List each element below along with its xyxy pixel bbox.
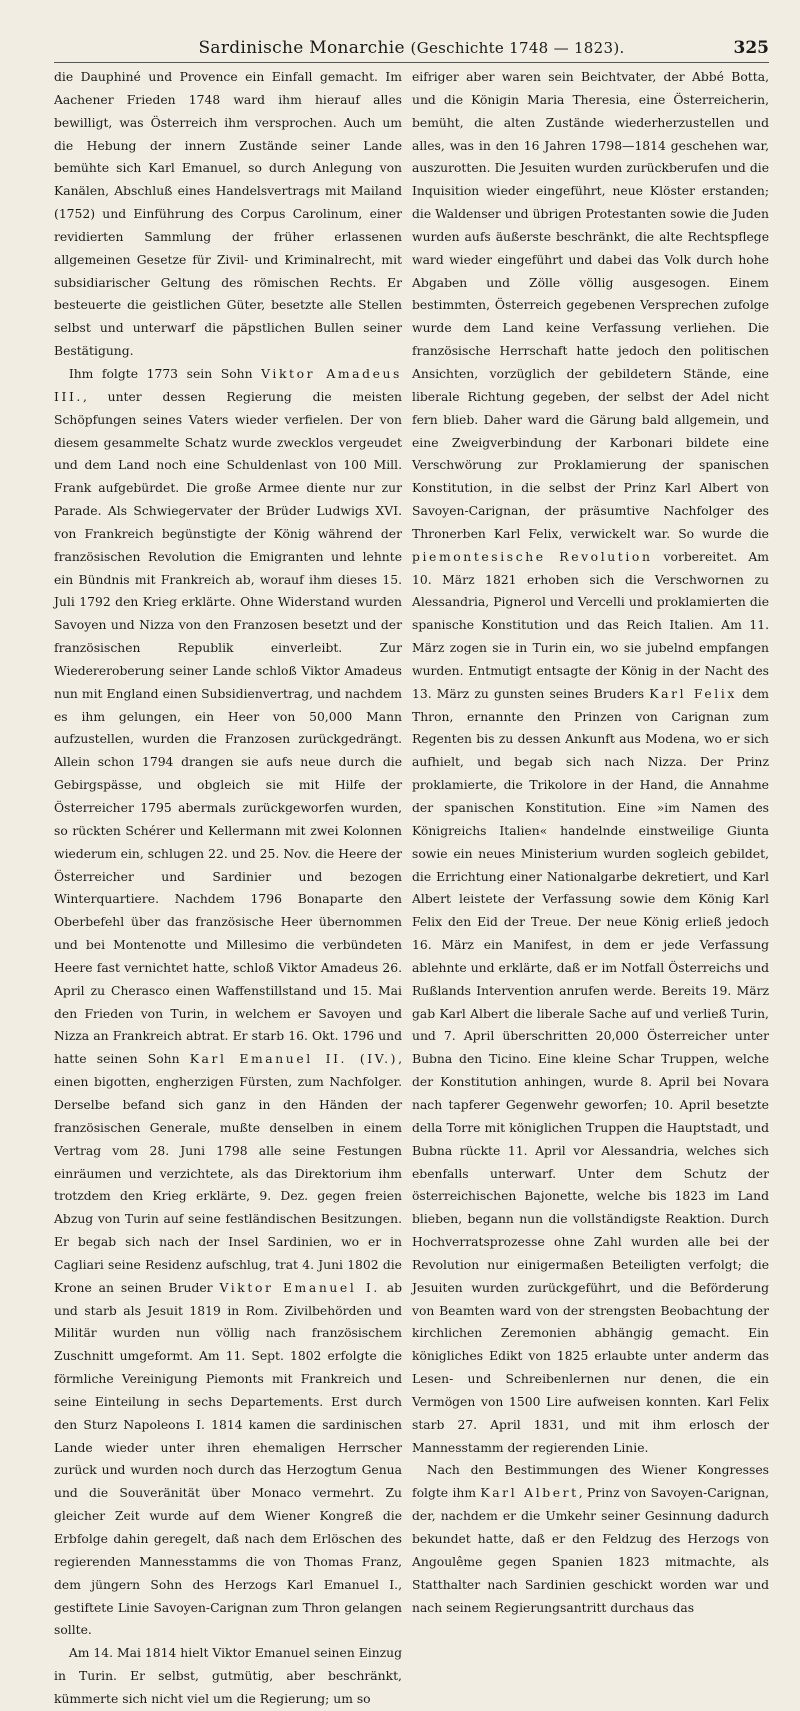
spaced-name: Karl Emanuel II. (IV.): [189, 1052, 399, 1067]
paragraph: [412, 1459, 769, 1619]
paragraph: [54, 363, 402, 1642]
text-run: dem Thron, ernannte den Prinzen von Carignan zum Regenten bis zu dessen Ankunft aus Modena, wo er sich aufhielt, und begab sich nach Nizza. Der Prinz proklamierte, die Trikolore in der Hand, die Annahme der spanischen Konstitution. Eine »im Namen des Königreichs Italien« handelnde einstweilige Giunta sowie ein neues Ministerium wurden sogleich gebildet, die Errichtung einer Nationalgarbe dekretiert, und Karl Albert leistete der Verfassung sowie dem König Karl Felix den Eid der Treue. Der neue König erließ jedoch 16. März ein Manifest, in dem er jede Verfassung ablehnte und erklärte, daß er im Notfall Österreichs und Rußlands Intervention anrufen werde. Bereits 19. März gab Karl Albert die liberale Sache auf und verließ Turin, und 7. April überschritten 20,000 Österreicher unter Bubna den Ticino. Eine kleine Schar Truppen, welche der Konstitution anhingen, wurde 8. April bei Novara nach tapferer Gegenwehr geworfen; 10. April besetzte della Torre mit königlichen Truppen die Hauptstadt, und Bubna rückte 11. April vor Alessandria, welches sich ebenfalls unterwarf. Unter dem Schutz der österreichischen Bajonette, welche bis 1823 im Land blieben, begann nun die vollständigste Reaktion. Durch Hochverratsprozesse ohne Zahl wurden alle bei der Revolution nur einigermaßen Beteiligten verfolgt; die Jesuiten wurden zurückgeführt, und die Beförderung von Beamten ward von der strengsten Beobachtung der kirchlichen Zeremonien abhängig gemacht. Ein königliches Edikt von 1825 erlaubte unter anderm das Lesen- und Schreibenlernen nur denen, die ein Vermögen von 1500 Lire aufweisen konnten. Karl Felix starb 27. April 1831, und mit ihm erlosch der Mannesstamm der regierenden Linie.: [412, 686, 770, 1455]
spaced-name: Viktor Amadeus III.: [54, 366, 402, 404]
text-run: eifriger aber waren sein Beichtvater, der Abbé Botta, und die Königin Maria Theresia, eine Österreicherin, bemüht, die alten Zustände wiederherzustellen und alles, was in den 16 Jahren 1798—1814 geschehen war, auszurotten. Die Jesuiten wurden zurückberufen und die Inquisition wieder eingeführt, neue Klöster erstanden; die Waldenser und übrigen Protestanten sowie die Juden wurden aufs äußerste beschränkt, die alte Rechtspflege ward wieder eingeführt und dabei das Volk durch hohe Abgaben und Zölle völlig ausgesogen. Einem bestimmten, Österreich gegebenen Versprechen zufolge wurde dem Land keine Verfassung verliehen. Die französische Herrschaft hatte jedoch den politischen Ansichten, vorzüglich der gebildetern Stände, eine liberale Richtung gegeben, der selbst der Adel nicht fern blieb. Daher ward die Gärung bald allgemein, und eine Zweigverbindung der Karbonari bildete eine Verschwörung zur Proklamierung der spanischen Konstitution, in die selbst der Prinz Karl Albert von Savoyen-Carignan, der präsumtive Nachfolger des Thronerben Karl Felix, verwickelt war. So wurde die: [412, 70, 769, 541]
page-number: 325: [733, 38, 769, 58]
text-run: , Prinz von Savoyen-Carignan, der, nachdem er die Umkehr seiner Gesinnung dadurch bekundet hatte, daß er den Feldzug des Herzogs von Angoulême gegen Spanien 1823 mitmachte, als Statthalter nach Sardinien geschickt worden war und nach seinem Regierungsantritt durchaus das: [412, 1486, 769, 1615]
text-run: , einen bigotten, engherzigen Fürsten, zum Nachfolger. Derselbe befand sich ganz in den Händen der französischen Generale, mußte denselben in einem Vertrag vom 28. Juni 1798 alle seine Festungen einräumen und verzichtete, als das Direktorium ihm trotzdem den Krieg erklärte, 9. Dez. gegen freien Abzug von Turin auf seine festländischen Besitzungen. Er begab sich nach der Insel Sardinien, wo er in Cagliari seine Residenz aufschlug, trat 4. Juni 1802 die Krone an seinen Bruder: [54, 1052, 402, 1295]
text-run: Ihm folgte 1773 sein Sohn: [68, 366, 262, 381]
paragraph: [412, 66, 769, 1459]
text-run: die Dauphiné und Provence ein Einfall gemacht. Im Aachener Frieden 1748 ward ihm hierauf alles bewilligt, was Österreich ihm versprochen. Auch um die Hebung der innern Zustände seiner Lande bemühte sich Karl Emanuel, so durch Anlegung von Kanälen, Abschluß eines Handelsvertrags mit Mailand (1752) und Einführung des Corpus Carolinum, einer revidierten Sammlung der früher erlassenen allgemeinen Gesetze für Zivil- und Kriminalrecht, mit subsidiarischer Geltung des römischen Rechts. Er besteuerte die geistlichen Güter, besetzte alle Stellen selbst und unterwarf die päpstlichen Bullen seiner Bestätigung.: [54, 70, 402, 359]
running-title-date-range: (Geschichte 1748 — 1823).: [410, 39, 625, 57]
spaced-name: Karl Felix: [649, 686, 737, 701]
text-run: , unter dessen Regierung die meisten Schöpfungen seines Vaters wieder verfielen. Der von diesem gesammelte Schatz wurde zwecklos vergeudet und dem Land noch eine Schuldenlast von 100 Mill. Frank aufgebürdet. Die große Armee diente nur zur Parade. Als Schwiegervater der Brüder Ludwigs XVI. von Frankreich begünstigte der König während der französischen Revolution die Emigranten und lehnte ein Bündnis mit Frankreich ab, worauf ihm dieses 15. Juli 1792 den Krieg erklärte. Ohne Widerstand wurden Savoyen und Nizza von den Franzosen besetzt und der französischen Republik einverleibt. Zur Wiedereroberung seiner Lande schloß Viktor Amadeus nun mit England einen Subsidienvertrag, und nachdem es ihm gelungen, ein Heer von 50,000 Mann aufzustellen, wurden die Franzosen zurückgedrängt. Allein schon 1794 drangen sie aufs neue durch die Gebirgspässe, und obgleich sie mit Hilfe der Österreicher 1795 abermals zurückgeworfen wurden, so rückten Schérer und Kellermann mit zwei Kolonnen wiederum ein, schlugen 22. und 25. Nov. die Heere der Österreicher und Sardinier und bezogen Winterquartiere. Nachdem 1796 Bonaparte den Oberbefehl über das französische Heer übernommen und bei Montenotte und Millesimo die verbündeten Heere fast vernichtet hatte, schloß Viktor Amadeus 26. April zu Cherasco einen Waffenstillstand und 15. Mai den Frieden von Turin, in welchem er Savoyen und Nizza an Frankreich abtrat. Er starb 16. Okt. 1796 und hatte seinen Sohn: [54, 389, 402, 1067]
text-run: vorbereitet. Am 10. März 1821 erhoben sich die Verschwornen zu Alessandria, Pignerol und Vercelli und proklamierten die spanische Konstitution und das Reich Italien. Am 11. März zogen sie in Turin ein, wo sie jubelnd empfangen wurden. Entmutigt entsagte der König in der Nacht des 13. März zu gunsten seines Bruders: [412, 549, 769, 701]
paragraph: [54, 66, 402, 363]
text-column-right: [412, 66, 770, 1615]
paragraph: [54, 1642, 402, 1711]
spaced-name: Karl Albert: [480, 1486, 579, 1501]
text-run: Am 14. Mai 1814 hielt Viktor Emanuel seinen Einzug in Turin. Er selbst, gutmütig, aber beschränkt, kümmerte sich nicht viel um die Regierung; um so: [54, 1646, 402, 1706]
text-run: Nach den Bestimmungen des Wiener Kongresses folgte ihm: [412, 1463, 769, 1501]
running-title: [54, 38, 769, 58]
text-run: ab und starb als Jesuit 1819 in Rom. Zivilbehörden und Militär wurden nun völlig nach französischem Zuschnitt umgeformt. Am 11. Sept. 1802 erfolgte die förmliche Vereinigung Piemonts mit Frankreich und seine Einteilung in sechs Departements. Erst durch den Sturz Napoleons I. 1814 kamen die sardinischen Lande wieder unter ihren ehemaligen Herrscher zurück und wurden noch durch das Herzogtum Genua und die Souveränität über Monaco vermehrt. Zu gleicher Zeit wurde auf dem Wiener Kongreß die Erbfolge dahin geregelt, daß nach dem Erlöschen des regierenden Mannesstamms die von Thomas Franz, dem jüngern Sohn des Herzogs Karl Emanuel I., gestiftete Linie Savoyen-Carignan zum Thron gelangen sollte.: [54, 1280, 402, 1638]
page-header: [54, 38, 769, 63]
spaced-name: piemontesische Revolution: [412, 549, 653, 564]
running-title-text: Sardinische Monarchie: [198, 38, 405, 58]
text-column-left: [54, 66, 402, 1706]
spaced-name: Viktor Emanuel I.: [219, 1280, 380, 1295]
